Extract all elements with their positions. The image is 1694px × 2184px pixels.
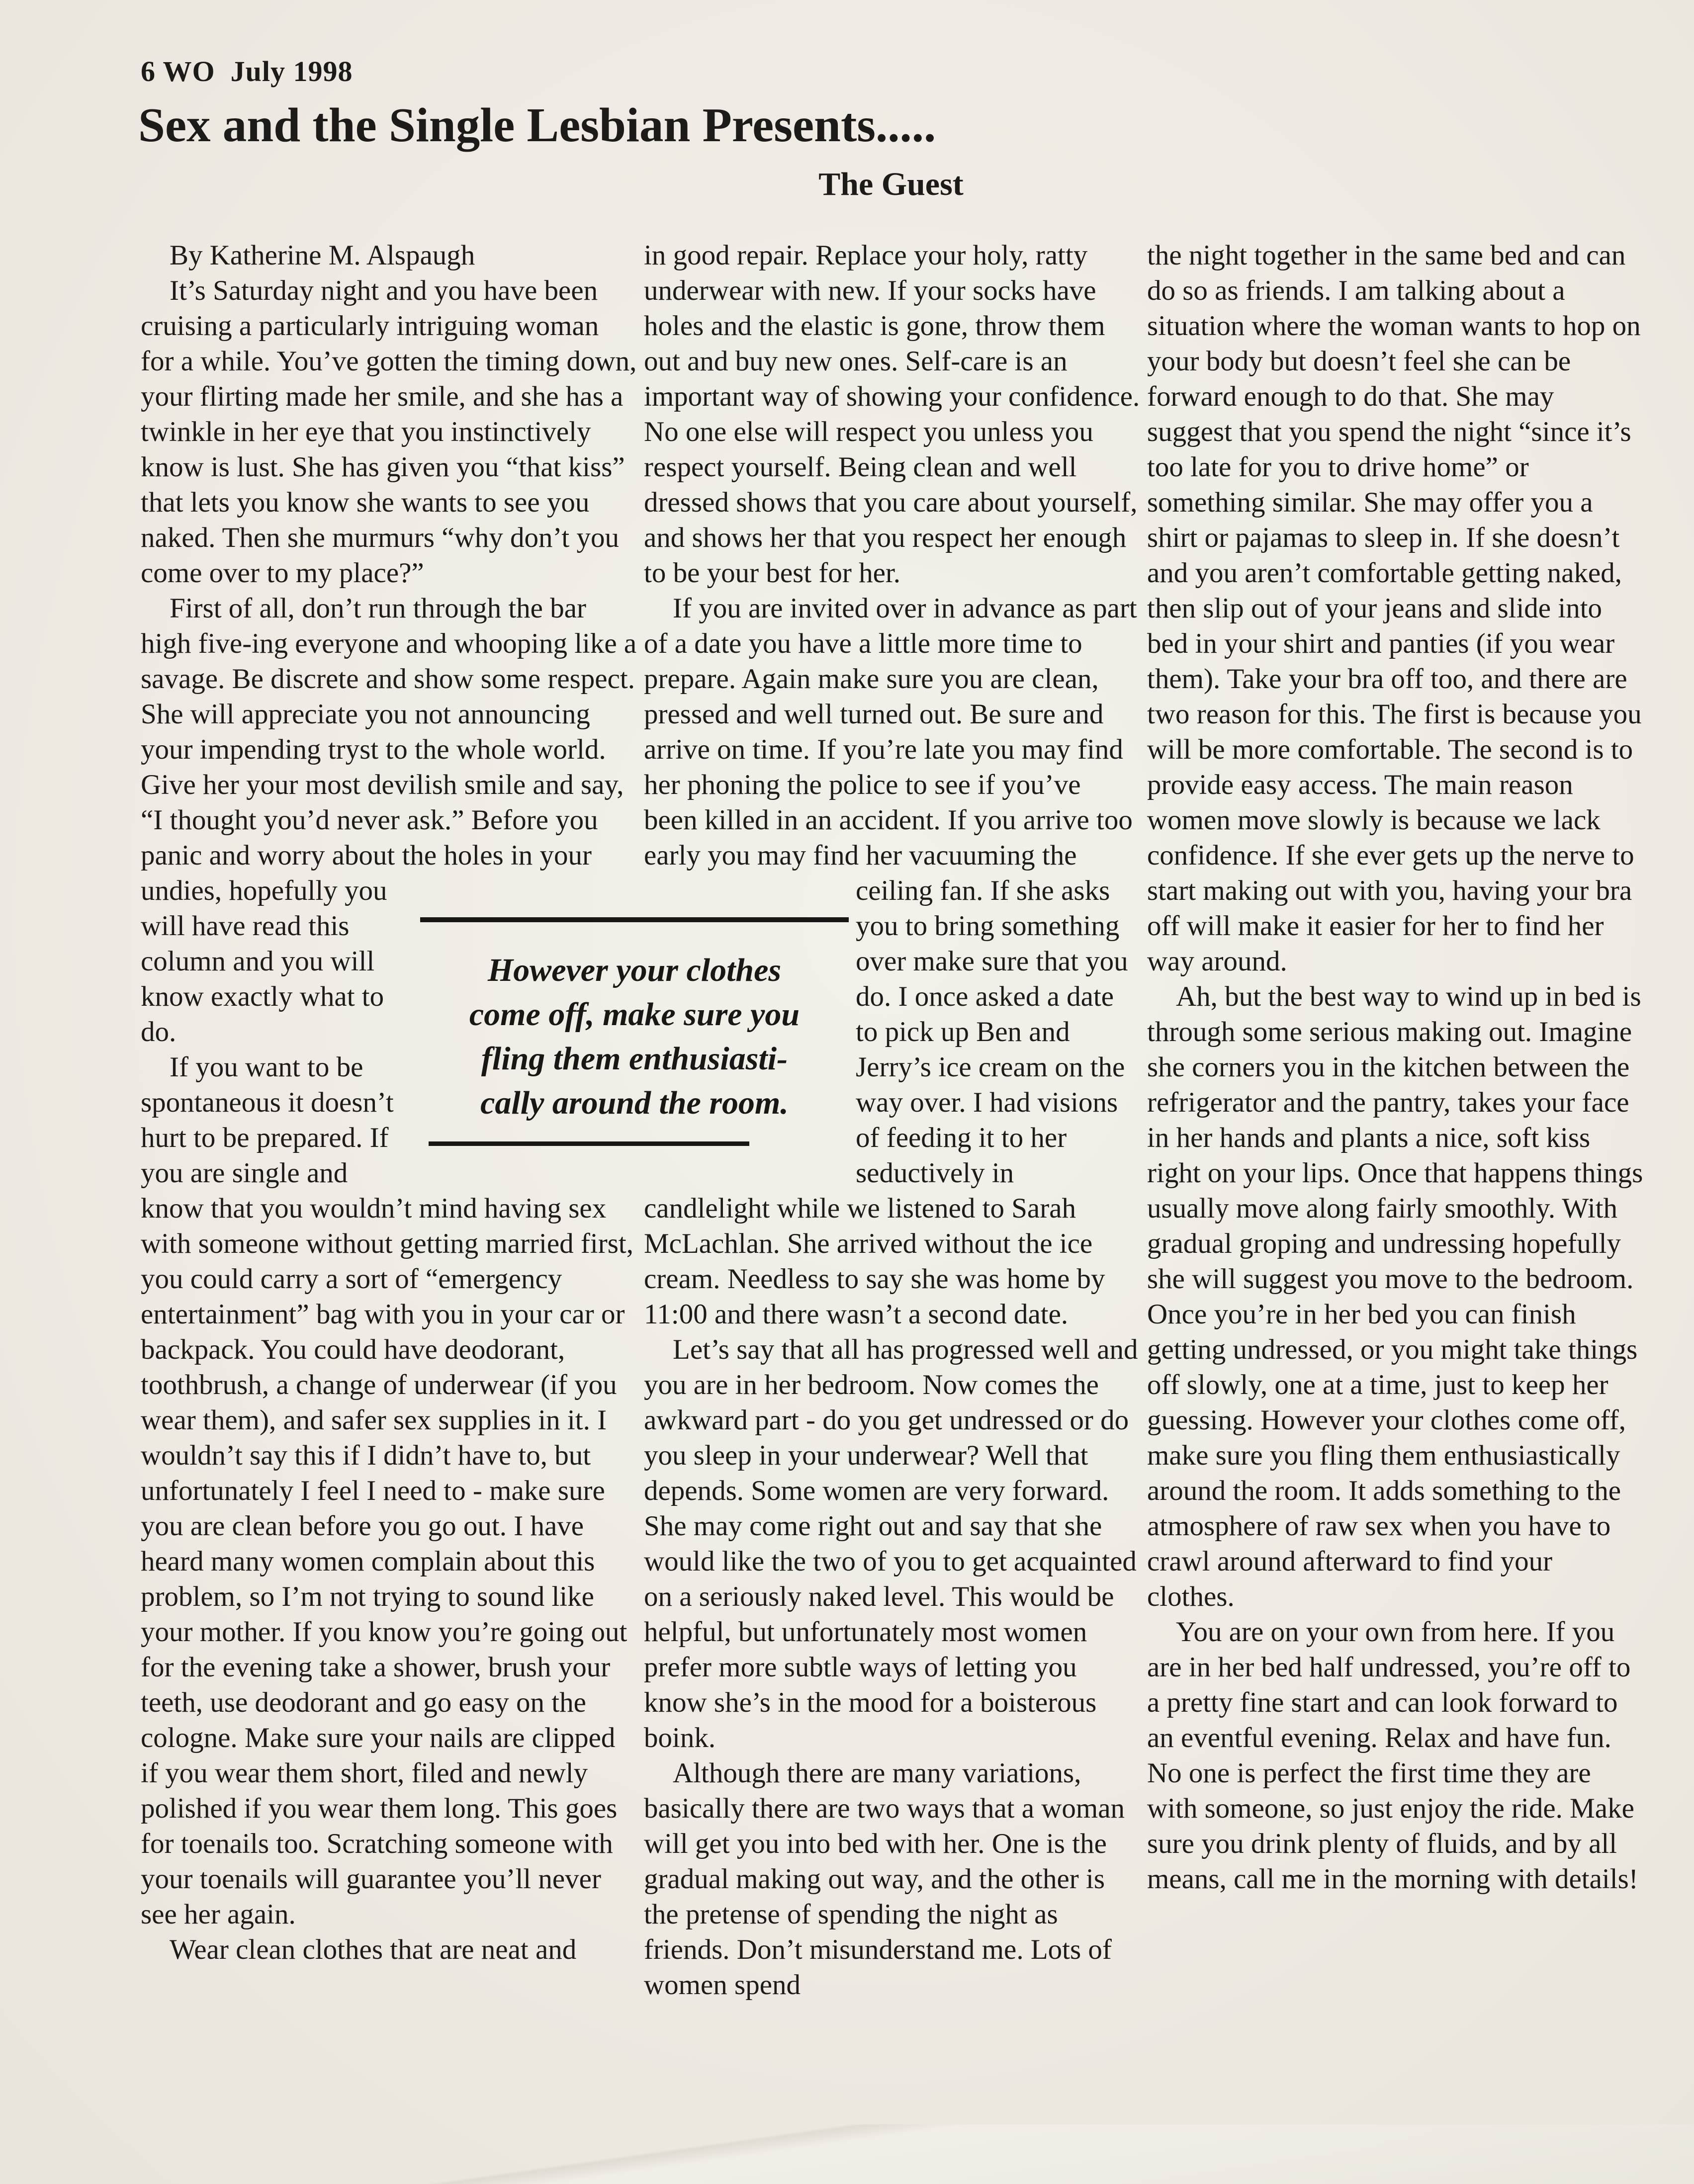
pull-quote: However your clothes come off, make sure you fling them enthusiasti- cally around the room.: [420, 917, 849, 1143]
paragraph: Although there are many variations, basically there are two ways that a woman will get you into bed with her. One is the gradual making out way, and the other is the pretense of spending the night as friends. Don’t misunderstand me. Lots of women spend: [644, 1757, 1125, 2001]
byline: By Katherine M. Alspaugh: [170, 240, 475, 271]
paragraph-text: your undies, hopefully you will have read this column and you will know exactly what to do.: [141, 840, 592, 1048]
pull-quote-rule-bottom: [429, 1141, 749, 1146]
paragraph: If you want to be spontaneous it doesn’t hurt to be prepared. If you are single and know that you wouldn’t mind having sex with someone without getting married first, you could carry a sort of “emergency entertainment” bag with you in your car or backpack. You could have deodorant, toothbrush, a change of underwear (if you wear them), and safer sex supplies in it. I wouldn’t say this if I didn’t have to, but unfortunately I feel I need to - make sure you are clean before you go out. I have heard many women complain about this problem, so I’m not trying to sound like your mother. If you know you’re going out for the evening take a shower, brush your teeth, use deodorant and go easy on the cologne. Make sure your nails are clipped if you wear them short, filed and newly polished if you wear them long. This goes for toenails too. Scratching someone with your toenails will guarantee you’ll never see her again.: [141, 1051, 633, 1930]
scan-edge-shadow: [0, 2124, 1694, 2184]
issue-line: 6 WO July 1998: [141, 55, 353, 87]
paragraph: You are on your own from here. If you are in her bed half undressed, you’re off to a pretty fine start and can look forward to an eventful evening. Relax and have fun. No one is perfect the first time they are with someone, so just enjoy the ride. Make sure you drink plenty of fluids, and by all means, call me in the morning with details!: [1147, 1616, 1638, 1895]
paragraph-text: If you are invited over in advance as part of a date you have a little more time to prepare. Again make sure you are clean, pressed and well turned out. Be sure and arrive on time. If you’re late you may find her phoning the police to see if you’ve been killed in an accident. If you arrive too early you may find her vacuuming the ceiling: [644, 593, 1137, 906]
paragraph: in good repair. Replace your holy, ratty underwear with new. If your socks have holes and the elastic is gone, throw them out and buy new ones. Self-care is an important way of showing your confidence. No one else will respect you unless you respect yourself. Being clean and well dressed shows that you care about yourself, and shows her that you respect her enough to be your best for her.: [644, 240, 1140, 589]
headline: Sex and the Single Lesbian Presents.....: [138, 98, 936, 152]
article-subtitle: The Guest: [818, 166, 964, 202]
paragraph: the night together in the same bed and can do so as friends. I am talking about a situation where the woman wants to hop on your body but doesn’t feel she can be forward enough to do that. She may suggest that you spend the night “since it’s too late for you to drive home” or something similar. She may offer you a shirt or pajamas to sleep in. If she doesn’t and you aren’t comfortable getting naked, then slip out of your jeans and slide into bed in your shirt and panties (if you wear them). Take your bra off too, and there are two reason for this. The first is because you will be more comfortable. The second is to provide easy access. The main reason women move slowly is because we lack confidence. If she ever gets up the nerve to start making out with you, having your bra off will make it easier for her to find her way around.: [1147, 240, 1642, 977]
paragraph: Let’s say that all has progressed well and you are in her bedroom. Now comes the awkward part - do you get undressed or do you sleep in your underwear? Well that depends. Some women are very forward. She may come right out and say that she would like the two of you to get acquainted on a seriously naked level. This would be helpful, but unfortunately most women prefer more subtle ways of letting you know she’s in the mood for a boisterous boink.: [644, 1334, 1138, 1753]
paragraph-text: fan. If she asks you to bring something over make sure that you do. I once asked a date to pick up Ben and Jerry’s ice cream on the way over. I had visions of feeding it to her seductively in candlelight while we listened to Sarah McLachlan. She arrived without the ice cream. Needless to say she was home by 11:00 and there wasn’t a second date.: [644, 875, 1128, 1330]
column-3: [1147, 238, 1644, 1897]
paragraph: Wear clean clothes that are neat and: [170, 1934, 577, 1965]
paragraph-text: First of all, don’t run through the bar high five-ing everyone and whooping like a savage. Be discrete and show some respect. She will appreciate you not announcing your impending tryst to the whole world. Give her your most devilish smile and say, “I thought you’d never ask.” Before you panic and worry about the holes in: [141, 593, 637, 871]
paragraph: It’s Saturday night and you have been cruising a particularly intriguing woman for a while. You’ve gotten the timing down, your flirting made her smile, and she has a twinkle in her eye that you instinctively know is lust. She has given you “that kiss” that lets you know she wants to see you naked. Then she murmurs “why don’t you come over to my place?”: [141, 275, 637, 589]
paragraph: Ah, but the best way to wind up in bed is through some serious making out. Imagine she corners you in the kitchen between the refrigerator and the pantry, takes your face in her hands and plants a nice, soft kiss right on your lips. Once that happens things usually move along fairly smoothly. With gradual groping and undressing hopefully she will suggest you move to the bedroom. Once you’re in her bed you can finish getting undressed, or you might take things off slowly, one at a time, just to keep her guessing. However your clothes come off, make sure you fling them enthusiastically around the room. It adds something to the atmosphere of raw sex when you have to crawl around afterward to find your clothes.: [1147, 981, 1643, 1612]
